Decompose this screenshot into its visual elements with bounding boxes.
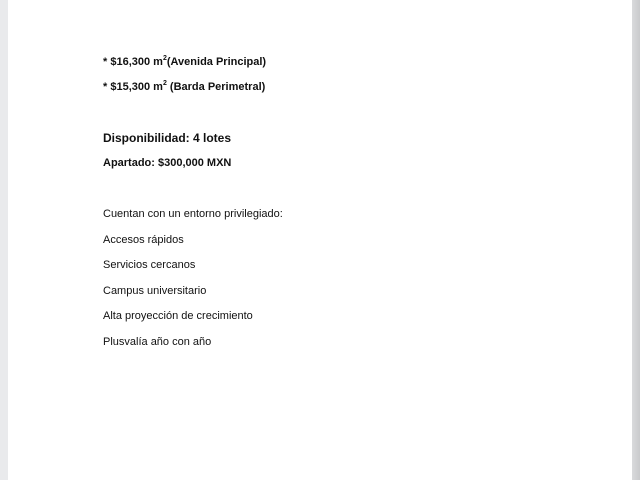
availability-value: : 4 lotes (185, 131, 232, 145)
price-bullet: * (103, 81, 111, 93)
price-line-barda (103, 82, 265, 93)
price-label: (Avenida Principal) (166, 56, 267, 68)
environment-item: Accesos rápidos (103, 234, 184, 246)
price-label: (Barda Perimetral) (166, 81, 266, 93)
environment-item: Campus universitario (103, 285, 207, 297)
environment-item: Servicios cercanos (103, 259, 196, 271)
price-unit-superscript: 2 (162, 55, 167, 62)
price-line-avenida (103, 57, 266, 68)
price-bullet: * (103, 56, 111, 68)
price-amount: $15,300 m (110, 81, 163, 93)
page-edge-shadow (632, 0, 640, 480)
deposit-line: Apartado: $300,000 MXN (103, 157, 232, 169)
environment-item: Plusvalía año con año (103, 336, 212, 348)
environment-intro: Cuentan con un entorno privilegiado: (103, 208, 283, 220)
availability-label: Disponibilidad (103, 131, 186, 145)
document-page (8, 0, 632, 480)
availability-line (103, 132, 231, 144)
environment-item: Alta proyección de crecimiento (103, 310, 253, 322)
price-amount: $16,300 m (110, 56, 163, 68)
price-unit-superscript: 2 (162, 80, 167, 87)
